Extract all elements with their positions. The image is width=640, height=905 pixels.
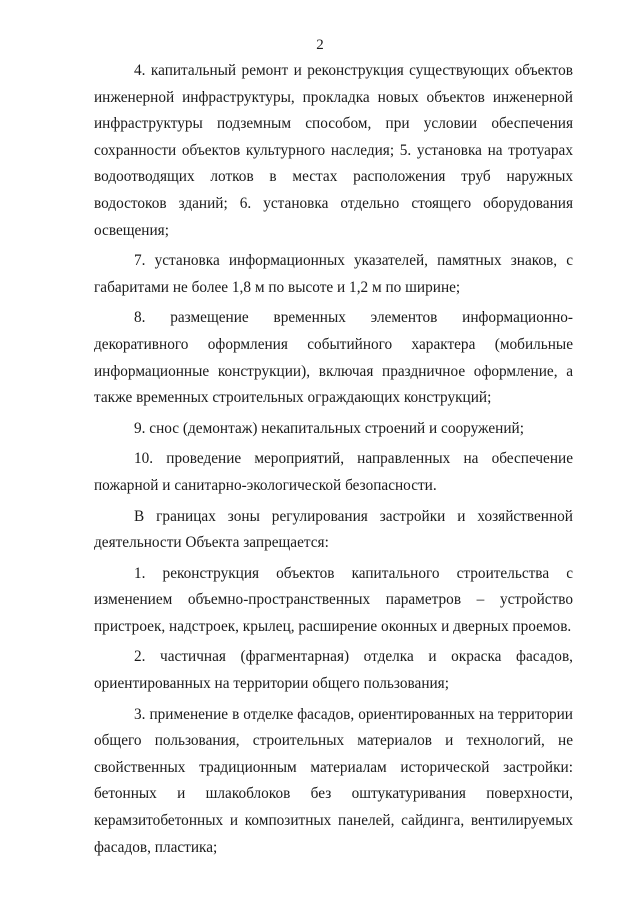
paragraph-item-7: 7. установка информационных указателей, памятных знаков, с габаритами не более 1,8 м по высоте и 1,2 м по ширине;	[94, 252, 573, 296]
paragraph-item-8: 8. размещение временных элементов информационно-декоративного оформления событийного характера (мобильные информационные конструкции), включая праздничное оформление, а также временных строительных ограждающих конструкций;	[94, 309, 573, 407]
paragraph-prohibitions-intro: В границах зоны регулирования застройки и хозяйственной деятельности Объекта запрещается:	[94, 507, 573, 552]
paragraph-item-4: 4. капитальный ремонт и реконструкция существующих объектов инженерной инфраструктуры, прокладка новых объектов инженерной инфраструктуры подземным способом, при условии обеспечения сохранности объектов культурного наследия; 5. установка на тротуарах водоотводящих лотков в местах расположения труб наружных водостоков зданий; 6. установка отдельно стоящего оборудования освещения;	[94, 62, 573, 239]
paragraph-item-10: 10. проведение мероприятий, направленных на обеспечение пожарной и санитарно-экологической безопасности.	[94, 450, 573, 494]
paragraph-prohibition-2: 2. частичная (фрагментарная) отделка и окраска фасадов, ориентированных на территории общего пользования;	[94, 648, 573, 693]
page-number: 2	[316, 37, 324, 53]
paragraph-prohibition-3: 3. применение в отделке фасадов, ориентированных на территории общего пользования, строительных материалов и технологий, не свойственных традиционным материалам исторической застройки: бетонных и шлакоблоков без оштукатуривания поверхности, керамзитобетонных и композитных панелей, сайдинга, вентилируемых фасадов, пластика;	[94, 705, 573, 856]
paragraph-prohibition-1: 1. реконструкция объектов капитального строительства с изменением объемно-пространственных параметров – устройство пристроек, надстроек, крылец, расширение оконных и дверных проемов.	[94, 564, 573, 635]
paragraph-item-9: 9. снос (демонтаж) некапитальных строений и сооружений;	[134, 419, 524, 437]
document-body	[94, 58, 573, 865]
